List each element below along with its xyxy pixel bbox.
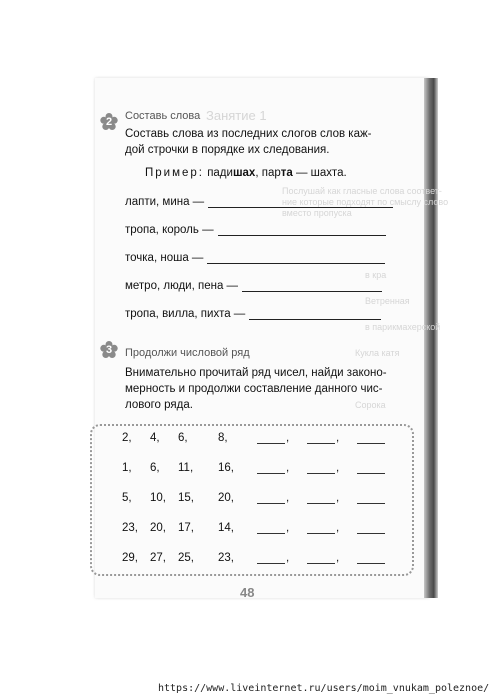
number-series-box (90, 424, 414, 576)
series-number: 8, (218, 432, 228, 444)
separator-comma: , (286, 492, 290, 504)
row-words: метро, люди, пена — (125, 280, 239, 292)
answer-blank[interactable] (307, 563, 335, 564)
answer-blank[interactable] (307, 473, 335, 474)
answer-blank[interactable] (357, 563, 385, 564)
series-number: 10, (150, 492, 166, 504)
answer-blank[interactable] (357, 443, 385, 444)
ghost-word: Ветренная (365, 296, 410, 306)
section-number: 2 (105, 116, 113, 128)
ghost-word: в кра (365, 270, 387, 280)
series-number: 29, (122, 552, 138, 564)
series-number: 23, (122, 522, 138, 534)
ghost-line: ние которые подходят по смыслу слово (282, 197, 449, 207)
answer-blank[interactable] (257, 563, 285, 564)
answer-blank[interactable] (307, 443, 335, 444)
series-number: 5, (122, 492, 132, 504)
instruction-line: Внимательно прочитай ряд чисел, найди законо- (125, 367, 387, 379)
series-number: 4, (150, 432, 160, 444)
separator-comma: , (286, 522, 290, 534)
series-number: 14, (218, 522, 234, 534)
watermark-url: https://www.liveinternet.ru/users/moim_vnukam_poleznoe/ (158, 683, 490, 694)
example-label: Пример: (145, 167, 204, 179)
series-number: 2, (122, 432, 132, 444)
separator-comma: , (286, 462, 290, 474)
series-number: 25, (178, 552, 194, 564)
series-number: 20, (150, 522, 166, 534)
separator-comma: , (336, 492, 340, 504)
ghost-line: вместо пропуска (282, 208, 352, 218)
instruction-line: Составь слова из последних слогов слов каж- (125, 128, 372, 140)
answer-blank[interactable] (307, 533, 335, 534)
separator-comma: , (336, 552, 340, 564)
example-word: , пар (255, 167, 281, 179)
series-number: 11, (178, 462, 194, 474)
row-words: лапти, мина — (125, 196, 205, 208)
answer-line[interactable] (208, 197, 393, 208)
answer-blank[interactable] (257, 473, 285, 474)
ghost-line: Послушай как гласные слова соответ- (282, 186, 442, 196)
exercise-row (125, 248, 385, 264)
exercise-row (125, 192, 393, 208)
example-syllable: та (280, 167, 293, 179)
series-number: 23, (218, 552, 234, 564)
separator-comma: , (286, 432, 290, 444)
instruction-line: лового ряда. (125, 399, 193, 411)
separator-comma: , (336, 462, 340, 474)
page-fold-shadow (424, 78, 438, 598)
answer-blank[interactable] (257, 443, 285, 444)
series-number: 6, (178, 432, 188, 444)
series-number: 16, (218, 462, 234, 474)
row-words: тропа, король — (125, 224, 214, 236)
answer-line[interactable] (218, 225, 386, 236)
example-syllable: шах (232, 167, 256, 179)
instruction-line: мерность и продолжи составление данного чис- (125, 383, 383, 395)
row-words: точка, ноша — (125, 252, 204, 264)
example-result: — шахта. (292, 167, 347, 179)
answer-line[interactable] (249, 309, 381, 320)
series-number: 6, (150, 462, 160, 474)
ghost-word: Кукла катя (355, 348, 400, 358)
section-title: Продолжи числовой ряд (125, 347, 250, 359)
series-number: 1, (122, 462, 132, 474)
section-title: Составь слова (125, 110, 201, 122)
page-number: 48 (240, 585, 255, 600)
series-number: 15, (178, 492, 194, 504)
ghost-heading: Занятие 1 (206, 108, 267, 123)
answer-line[interactable] (207, 253, 385, 264)
exercise-row (125, 220, 386, 236)
answer-blank[interactable] (357, 473, 385, 474)
answer-blank[interactable] (257, 533, 285, 534)
answer-blank[interactable] (357, 533, 385, 534)
flower-badge-icon (100, 113, 118, 131)
instruction-line: дой строчки в порядке их следования. (125, 144, 330, 156)
series-number: 17, (178, 522, 194, 534)
row-words: тропа, вилла, пихта — (125, 308, 246, 320)
flower-badge-icon (100, 341, 118, 359)
ghost-word: в парикмахерской (365, 322, 441, 332)
example-line (145, 165, 347, 181)
ghost-word: Сорока (355, 400, 386, 410)
separator-comma: , (336, 522, 340, 534)
answer-line[interactable] (242, 281, 382, 292)
exercise-row (125, 304, 381, 320)
separator-comma: , (336, 432, 340, 444)
separator-comma: , (286, 552, 290, 564)
exercise-row (125, 276, 382, 292)
answer-blank[interactable] (307, 503, 335, 504)
section-number: 3 (105, 344, 113, 356)
answer-blank[interactable] (257, 503, 285, 504)
example-word: пади (207, 167, 233, 179)
series-number: 27, (150, 552, 166, 564)
series-number: 20, (218, 492, 234, 504)
answer-blank[interactable] (357, 503, 385, 504)
